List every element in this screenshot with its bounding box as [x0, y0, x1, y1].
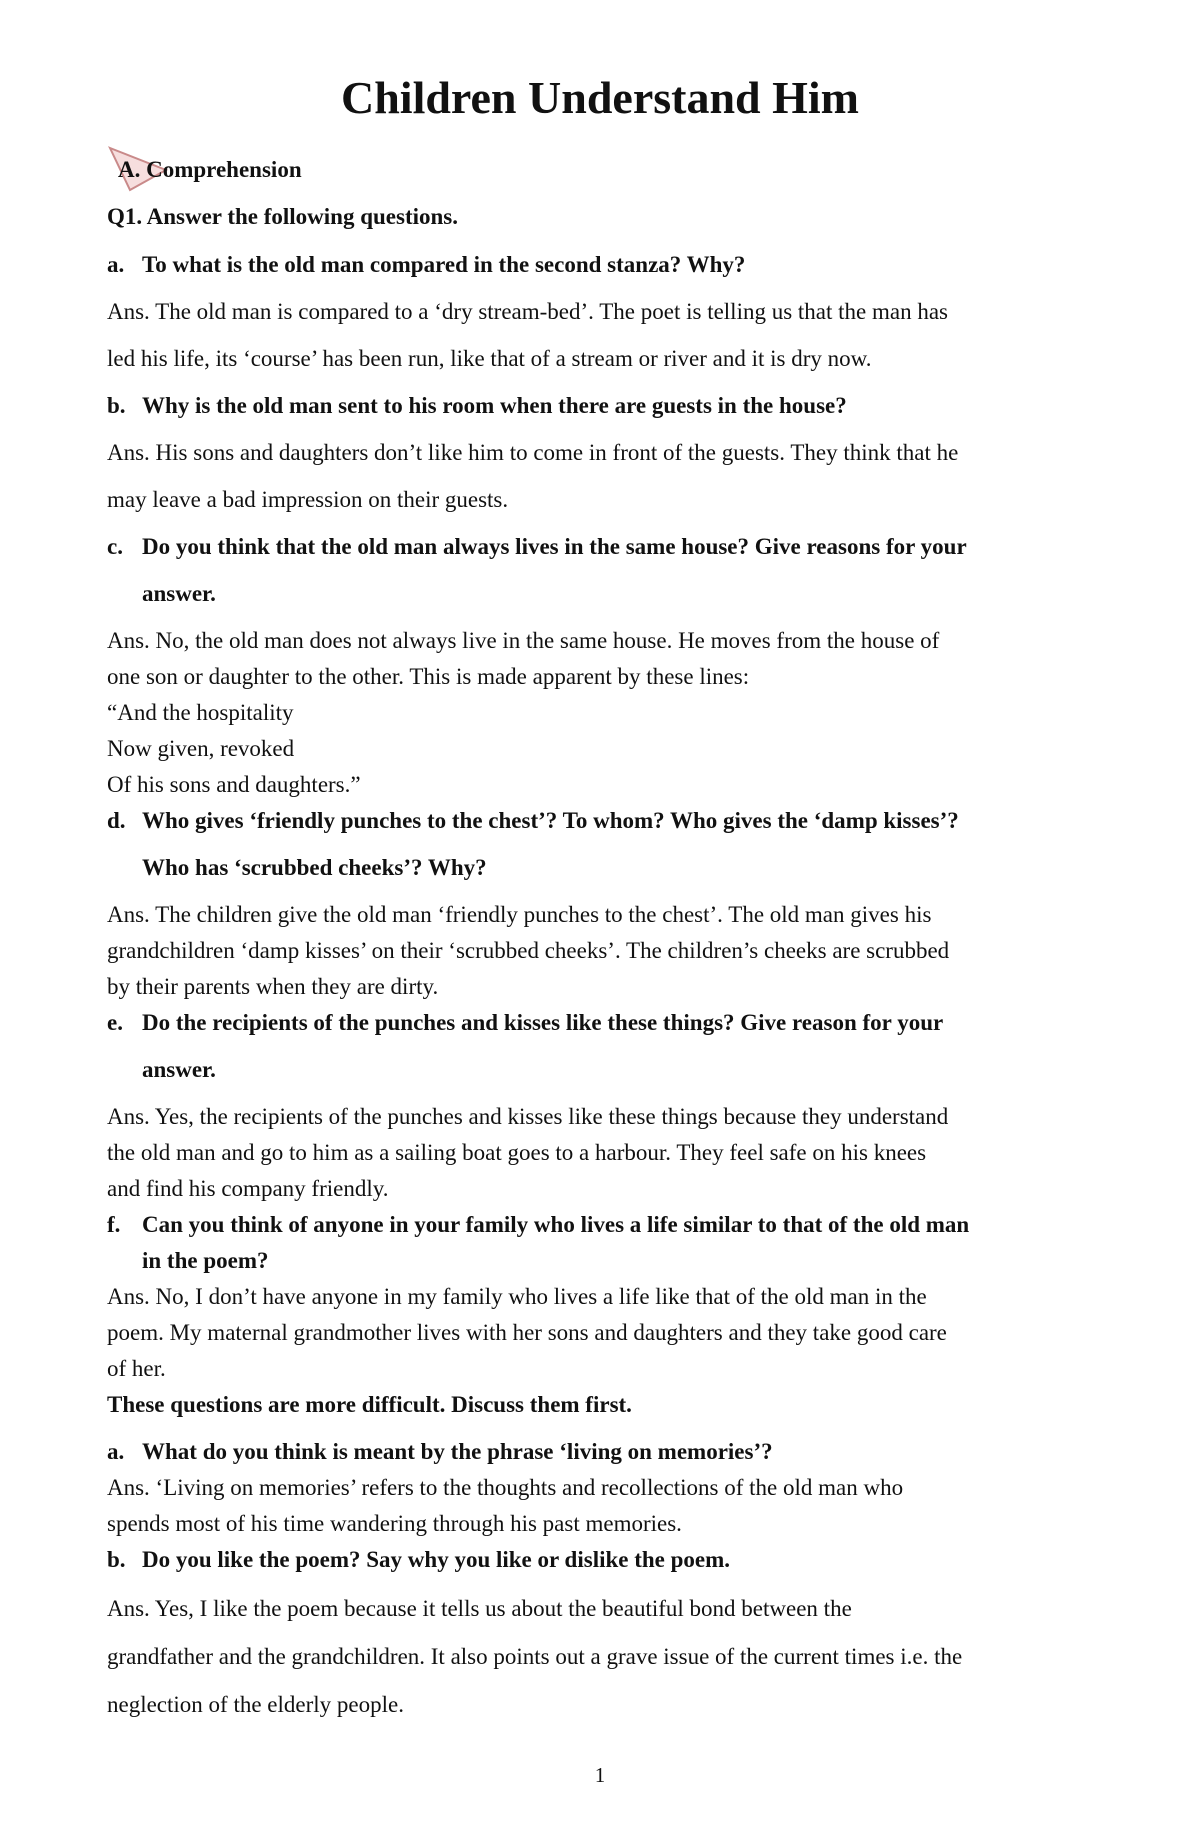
question-label: c.	[107, 534, 123, 559]
question-text-cont: answer.	[142, 1057, 216, 1082]
page-number: 1	[594, 1763, 606, 1787]
page-title: Children Understand Him	[340, 72, 860, 123]
question-text: Why is the old man sent to his room when there are guests in the house?	[142, 393, 847, 418]
answer-line: the old man and go to him as a sailing boat goes to a harbour. They feel safe on his knees	[107, 1140, 927, 1165]
answer-line: Ans. No, I don’t have anyone in my family who lives a life like that of the old man in the	[107, 1284, 927, 1309]
answer-line: grandchildren ‘damp kisses’ on their ‘scrubbed cheeks’. The children’s cheeks are scrubbed	[107, 938, 950, 963]
question-d	[107, 806, 959, 836]
answer-line: by their parents when they are dirty.	[107, 974, 439, 999]
question-label: a.	[107, 252, 125, 277]
question-text: Do you like the poem? Say why you like or dislike the poem.	[142, 1547, 731, 1572]
answer-line: spends most of his time wandering through his past memories.	[107, 1511, 682, 1536]
difficult-question-a	[107, 1437, 773, 1467]
question-text-cont: Who has ‘scrubbed cheeks’? Why?	[142, 855, 487, 880]
answer-line: one son or daughter to the other. This is made apparent by these lines:	[107, 664, 750, 689]
answer-line: may leave a bad impression on their guests.	[107, 487, 509, 512]
question-text: Who gives ‘friendly punches to the chest’? To whom? Who gives the ‘damp kisses’?	[142, 808, 959, 833]
q1-heading: Q1. Answer the following questions.	[107, 204, 459, 229]
question-text: What do you think is meant by the phrase ‘living on memories’?	[142, 1439, 773, 1464]
answer-line: led his life, its ‘course’ has been run, like that of a stream or river and it is dry now.	[107, 346, 872, 371]
answer-line: Ans. His sons and daughters don’t like him to come in front of the guests. They think that he	[107, 440, 959, 465]
question-text-cont: answer.	[142, 581, 216, 606]
question-a	[107, 250, 745, 280]
question-c	[107, 532, 967, 562]
answer-line: Ans. Yes, the recipients of the punches and kisses like these things because they understand	[107, 1104, 949, 1129]
question-label: b.	[107, 1547, 126, 1572]
question-text: Do the recipients of the punches and kisses like these things? Give reason for your	[142, 1010, 944, 1035]
section-heading	[118, 155, 302, 185]
answer-line: of her.	[107, 1356, 166, 1381]
quote-line: “And the hospitality	[107, 700, 294, 725]
quote-line: Now given, revoked	[107, 736, 295, 761]
question-b	[107, 391, 847, 421]
answer-line: grandfather and the grandchildren. It also points out a grave issue of the current times i.e. the	[107, 1644, 963, 1669]
answer-line: Ans. ‘Living on memories’ refers to the thoughts and recollections of the old man who	[107, 1475, 904, 1500]
question-text-cont: in the poem?	[142, 1248, 269, 1273]
question-e	[107, 1008, 943, 1038]
question-f	[107, 1210, 969, 1240]
question-text: Can you think of anyone in your family who lives a life similar to that of the old man	[142, 1212, 970, 1237]
quote-line: Of his sons and daughters.”	[107, 772, 361, 797]
question-text: Do you think that the old man always lives in the same house? Give reasons for your	[142, 534, 967, 559]
question-text: To what is the old man compared in the second stanza? Why?	[142, 252, 746, 277]
difficult-question-b	[107, 1545, 730, 1575]
answer-line: poem. My maternal grandmother lives with her sons and daughters and they take good care	[107, 1320, 947, 1345]
answer-line: Ans. The old man is compared to a ‘dry stream-bed’. The poet is telling us that the man has	[107, 299, 949, 324]
section-label: A.	[118, 157, 141, 182]
question-label: e.	[107, 1010, 123, 1035]
section-title: Comprehension	[146, 157, 302, 182]
answer-line: Ans. No, the old man does not always live in the same house. He moves from the house of	[107, 628, 940, 653]
answer-line: neglection of the elderly people.	[107, 1692, 404, 1717]
question-label: b.	[107, 393, 126, 418]
question-label: a.	[107, 1439, 125, 1464]
answer-line: and find his company friendly.	[107, 1176, 389, 1201]
answer-line: Ans. The children give the old man ‘friendly punches to the chest’. The old man gives his	[107, 902, 932, 927]
difficult-heading: These questions are more difficult. Discuss them first.	[107, 1392, 632, 1417]
question-label: d.	[107, 808, 126, 833]
answer-line: Ans. Yes, I like the poem because it tells us about the beautiful bond between the	[107, 1596, 852, 1621]
question-label: f.	[107, 1212, 121, 1237]
